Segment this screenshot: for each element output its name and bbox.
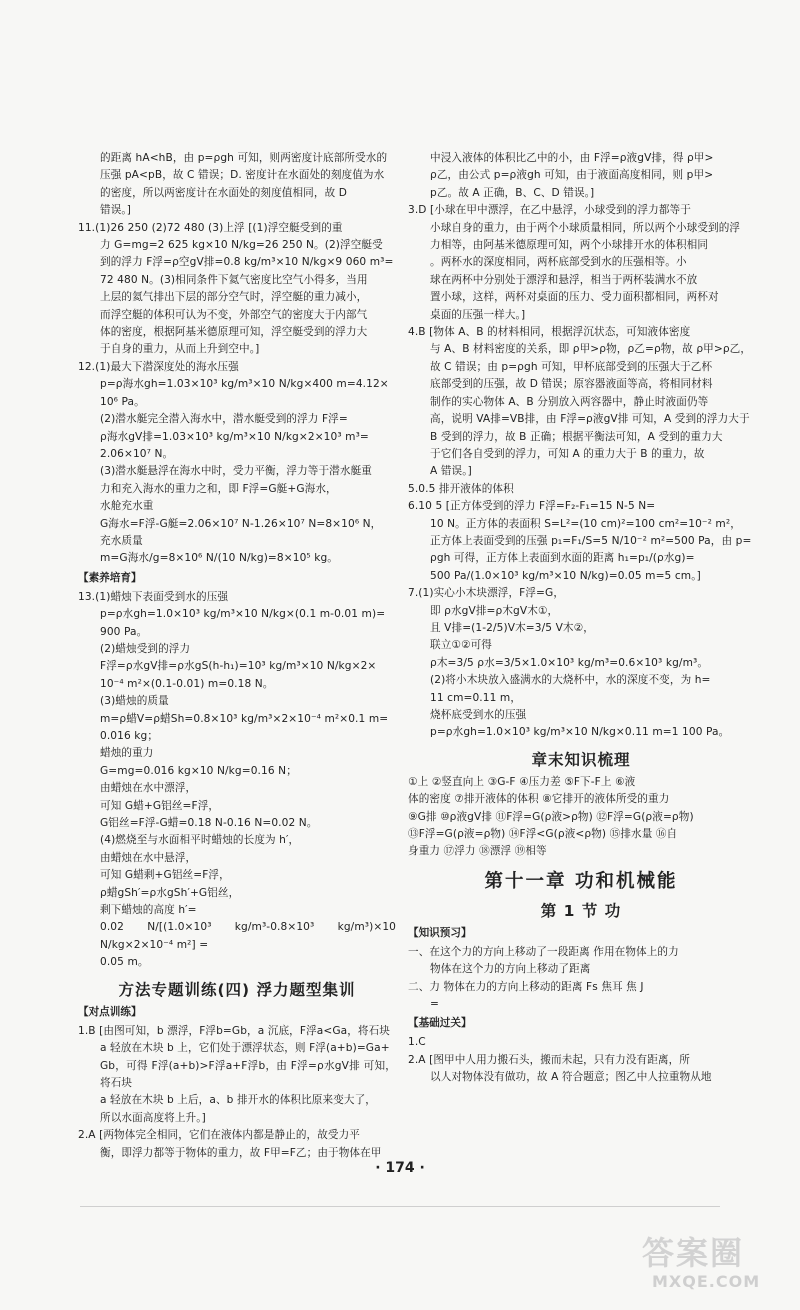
text-line: 体的密度，根据阿基米德原理可知，浮空艇受到的浮力大: [100, 326, 368, 339]
text-line: 故 C 错误；由 p=ρgh 可知，甲杯底部受到的压强大于乙杯: [430, 360, 713, 373]
text-line: 制作的实心物体 A、B 分别放入两容器中，静止时液面仍等: [430, 395, 709, 408]
text-line: 2.A [图甲中人用力搬石头，搬而未起，只有力没有距离，所: [408, 1053, 691, 1066]
text-line: a 轻放在木块 b 上后，a、b 排开水的体积比原来变大了，: [100, 1094, 376, 1107]
watermark-text: 答案圈: [642, 1234, 745, 1272]
text-line: p=ρ水gh=1.0×10³ kg/m³×10 N/kg×(0.1 m-0.01 m)=: [100, 608, 386, 621]
text-line: 11 cm=0.11 m，: [430, 691, 522, 704]
text-line: (2)蜡烛受到的浮力: [100, 642, 191, 655]
text-line: 一、在这个力的方向上移动了一段距离 作用在物体上的力: [408, 945, 679, 958]
text-line: 0.05 m。: [100, 956, 149, 969]
text-line: 烧杯底受到水的压强: [430, 709, 527, 721]
text-line: 所以水面高度将上升。]: [100, 1111, 206, 1124]
text-line: 10⁻⁴ m²×(0.1-0.01) m=0.18 N。: [100, 677, 274, 690]
text-line: 4.B [物体 A、B 的材料相同，根据浮沉状态，可知液体密度: [408, 326, 691, 339]
text-line: 13.(1)蜡烛下表面受到水的压强: [78, 590, 229, 603]
text-line: 72 480 N。(3)相同条件下氦气密度比空气小得多，当用: [100, 273, 368, 286]
section-tag: 【素养培育】: [78, 571, 142, 584]
text-line: 中浸入液体的体积比乙中的小，由 F浮=ρ液gV排，得 ρ甲>: [430, 152, 714, 164]
text-line: p=ρ水gh=1.0×10³ kg/m³×10 N/kg×0.11 m=1 100 Pa。: [430, 726, 730, 739]
section-tag: 【知识预习】: [408, 926, 472, 939]
text-line: 力和充入海水的重力之和，即 F浮=G艇+G海水，: [100, 482, 337, 495]
text-line: 力 G=mg=2 625 kg×10 N/kg=26 250 N。(2)浮空艇受: [100, 239, 383, 252]
text-line: 剩下蜡烛的高度 h′=: [100, 904, 197, 917]
section-heading: 章末知识梳理: [531, 750, 631, 769]
text-line: 900 Pa。: [100, 625, 148, 638]
text-line: 于它们各自受到的浮力，可知 A 的重力大于 B 的重力，故: [430, 447, 705, 460]
text-line: 的距离 hA<hB，由 p=ρgh 可知，则两密度计底部所受水的: [100, 152, 388, 164]
text-line: p乙。故 A 正确，B、C、D 错误。]: [430, 186, 595, 199]
text-line: 而浮空艇的体积可认为不变，外部空气的密度大于内部气: [100, 308, 368, 321]
text-line: 身重力 ⑰浮力 ⑱漂浮 ⑲相等: [408, 845, 547, 858]
text-line: 高，说明 VA排=VB排，由 F浮=ρ液gV排 可知，A 受到的浮力大于: [430, 413, 750, 426]
text-line: 力相等，由阿基米德原理可知，两个小球排开水的体积相同: [430, 239, 709, 252]
text-line: 可知 G蜡剩+G铝丝=F浮，: [100, 869, 230, 882]
text-line: 0.016 kg；: [100, 730, 159, 742]
text-line: 即 ρ水gV排=ρ木gV木①，: [430, 604, 559, 617]
text-line: 到的浮力 F浮=ρ空gV排=0.8 kg/m³×10 N/kg×9 060 m³=: [100, 256, 394, 269]
text-line: G铝丝=F浮-G蜡=0.18 N-0.16 N=0.02 N。: [100, 817, 318, 830]
text-line: ρ蜡gSh′=ρ水gSh′+G铝丝，: [100, 886, 240, 899]
text-line: 。两杯水的深度相同，两杯底部受到水的压强相等。小: [430, 256, 687, 269]
text-line: (2)将小木块放入盛满水的大烧杯中，水的深度不变，为 h=: [430, 674, 711, 687]
text-line: m=G海水/g=8×10⁶ N/(10 N/kg)=8×10⁵ kg。: [100, 552, 338, 565]
right-column: [408, 150, 754, 1087]
text-line: ρ木=3/5 ρ水=3/5×1.0×10³ kg/m³=0.6×10³ kg/m³。: [430, 656, 709, 669]
text-line: 联立①②可得: [430, 639, 492, 652]
text-line: =: [430, 998, 439, 1011]
text-line: 物体在这个力的方向上移动了距离: [430, 963, 591, 976]
text-line: 上层的氦气排出下层的部分空气时，浮空艇的重力减小，: [100, 291, 368, 304]
text-line: (3)蜡烛的质量: [100, 695, 169, 708]
text-line: ρ乙，由公式 p=ρ液gh 可知，由于液面高度相同，则 p甲>: [430, 169, 714, 182]
text-line: (3)潜水艇悬浮在海水中时，受力平衡，浮力等于潜水艇重: [100, 465, 372, 478]
text-line: 1.B [由图可知，b 漂浮，F浮b=Gb，a 沉底，F浮a<Ga，将石块: [78, 1024, 391, 1037]
text-line: p=ρ海水gh=1.03×10³ kg/m³×10 N/kg×400 m=4.12×: [100, 378, 389, 391]
watermark-logo: [642, 1228, 761, 1298]
text-line: m=ρ蜡V=ρ蜡Sh=0.8×10³ kg/m³×2×10⁻⁴ m²×0.1 m=: [100, 712, 389, 725]
text-line: 蜡烛的重力: [100, 747, 154, 760]
text-line: 500 Pa/(1.0×10³ kg/m³×10 N/kg)=0.05 m=5 cm。]: [430, 569, 701, 582]
text-line: 水舱充水重: [100, 500, 154, 513]
text-line: 的密度，所以两密度计在水面处的刻度值相同，故 D: [100, 186, 347, 199]
text-line: 于自身的重力，从而上升到空中。]: [100, 343, 260, 356]
text-line: 二、力 物体在力的方向上移动的距离 Fs 焦耳 焦 J: [408, 980, 644, 993]
text-line: (4)燃烧至与水面相平时蜡烛的长度为 h′，: [100, 834, 300, 847]
text-line: 充水质量: [100, 534, 143, 547]
text-line: 10 N。正方体的表面积 S=L²=(10 cm)²=100 cm²=10⁻² m²，: [430, 517, 741, 530]
text-line: 球在两杯中分别处于漂浮和悬浮，相当于两杯装满水不放: [430, 273, 698, 286]
text-line: 且 V排=(1-2/5)V木=3/5 V木②，: [430, 621, 594, 634]
text-line: 体的密度 ⑦排开液体的体积 ⑧它排开的液体所受的重力: [408, 793, 670, 806]
text-line: 由蜡烛在水中悬浮，: [100, 851, 197, 864]
text-line: G海水=F浮-G艇=2.06×10⁷ N-1.26×10⁷ N=8×10⁶ N，: [100, 517, 382, 530]
text-line: 与 A、B 材料密度的关系，即 ρ甲>ρ物，ρ乙=ρ物，故 ρ甲>ρ乙，: [430, 343, 752, 356]
text-line: 小球自身的重力，由于两个小球质量相同，所以两个小球受到的浮: [430, 221, 741, 234]
text-line: 正方体上表面受到的压强 p₁=F₁/S=5 N/10⁻² m²=500 Pa，由 p=: [430, 534, 752, 547]
text-line: 12.(1)最大下潜深度处的海水压强: [78, 360, 239, 373]
text-line: B 受到的浮力，故 B 正确；根据平衡法可知，A 受到的重力大: [430, 430, 723, 443]
section-heading: 第十一章 功和机械能: [484, 870, 678, 892]
text-line: 底部受到的压强，故 D 错误；原容器液面等高，将相同材料: [430, 378, 713, 391]
text-line: ①上 ②竖直向上 ③G-F ④压力差 ⑤F下-F上 ⑥液: [408, 775, 636, 788]
text-line: 由蜡烛在水中漂浮，: [100, 782, 197, 795]
text-line: 3.D [小球在甲中漂浮，在乙中悬浮，小球受到的浮力都等于: [408, 204, 691, 217]
text-line: 衡，即浮力都等于物体的重力，故 F甲=F乙；由于物体在甲: [100, 1146, 382, 1159]
page-number: · 174 ·: [375, 1160, 425, 1176]
section-heading: 方法专题训练(四) 浮力题型集训: [118, 980, 356, 999]
text-line: 以人对物体没有做功，故 A 符合题意；图乙中人拉重物从地: [430, 1071, 712, 1084]
text-line: 桌面的压强一样大。]: [430, 308, 526, 321]
text-line: ρgh 可得，正方体上表面到水面的距离 h₁=p₁/(ρ水g)=: [430, 552, 695, 565]
text-line: 2.A [两物体完全相同，它们在液体内都是静止的，故受力平: [78, 1129, 361, 1142]
text-line: 10⁶ Pa。: [100, 395, 145, 408]
text-line: F浮=ρ水gV排=ρ水gS(h-h₁)=10³ kg/m³×10 N/kg×2×: [100, 660, 377, 673]
watermark-url: MXQE.COM: [652, 1272, 761, 1291]
text-line: 7.(1)实心小木块漂浮，F浮=G，: [408, 587, 565, 600]
text-line: 1.C: [408, 1036, 426, 1049]
text-line: ρ海水gV排=1.03×10³ kg/m³×10 N/kg×2×10³ m³=: [100, 430, 369, 443]
text-line: 11.(1)26 250 (2)72 480 (3)上浮 [(1)浮空艇受到的重: [78, 221, 343, 234]
text-line: 0.02 N/[(1.0×10³ kg/m³-0.8×10³ kg/m³)×10 N/kg×2×10⁻⁴ m²] =: [100, 921, 396, 951]
text-line: 6.10 5 [正方体受到的浮力 F浮=F₂-F₁=15 N-5 N=: [408, 500, 656, 513]
text-line: 5.0.5 排开液体的体积: [408, 482, 514, 495]
footer-rule: [80, 1206, 720, 1207]
section-tag: 【基础过关】: [408, 1017, 472, 1030]
text-line: ⑬F浮=G(ρ液=ρ物) ⑭F浮<G(ρ液<ρ物) ⑮排水量 ⑯自: [408, 828, 678, 841]
text-line: 压强 pA<pB，故 C 错误；D. 密度计在水面处的刻度值为水: [100, 169, 385, 182]
text-line: A 错误。]: [430, 465, 472, 478]
text-line: a 轻放在木块 b 上，它们处于漂浮状态，则 F浮(a+b)=Ga+: [100, 1042, 390, 1055]
text-line: 错误。]: [100, 204, 132, 217]
text-line: 2.06×10⁷ N。: [100, 447, 174, 460]
text-line: 置小球，这样，两杯对桌面的压力、受力面积都相同，两杯对: [430, 291, 719, 304]
section-tag: 【对点训练】: [78, 1005, 142, 1018]
text-line: ⑨G排 ⑩ρ液gV排 ⑪F浮=G(ρ液>ρ物) ⑫F浮=G(ρ液=ρ物): [408, 810, 694, 823]
text-line: 可知 G蜡+G铝丝=F浮，: [100, 799, 220, 812]
text-line: Gb，可得 F浮(a+b)>F浮a+F浮b，由 F浮=ρ水gV排 可知，将石块: [100, 1059, 396, 1089]
text-line: (2)潜水艇完全潜入海水中，潜水艇受到的浮力 F浮=: [100, 413, 348, 426]
left-column: [78, 150, 396, 1162]
section-heading: 第 1 节 功: [540, 901, 622, 920]
text-line: G=mg=0.016 kg×10 N/kg=0.16 N；: [100, 764, 297, 777]
